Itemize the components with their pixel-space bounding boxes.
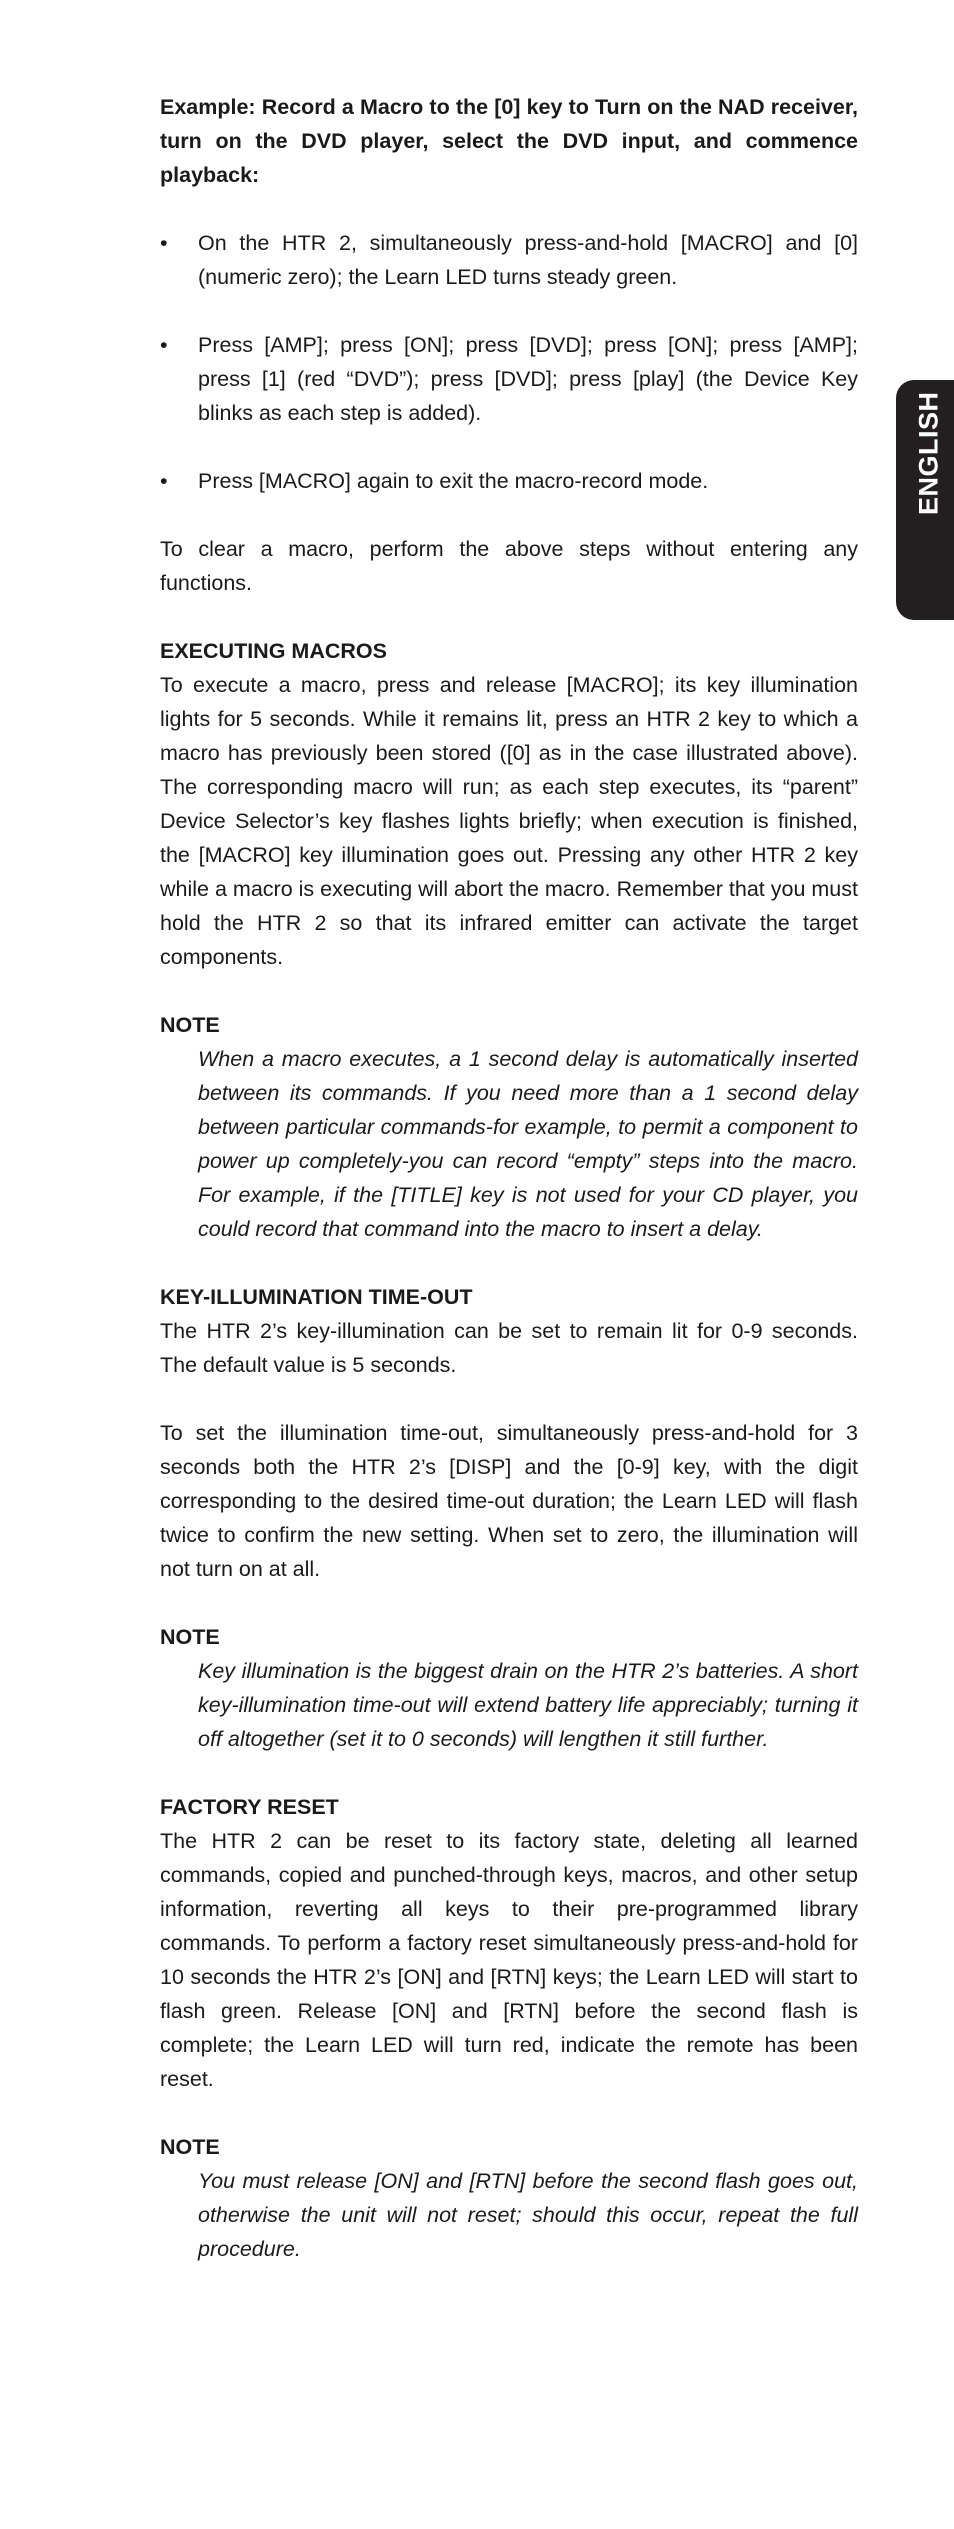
note-text: When a macro executes, a 1 second delay is automatically inserted between its commands. If you need more than a 1 second delay between particular commands-for example, to permit a component to power up completely-you can record “empty” steps into the macro. For example, if the [TITLE] key is not used for your CD player, you could record that command into the macro to insert a delay. [198, 1047, 858, 1241]
example-steps-list [160, 226, 858, 498]
note-text: Key illumination is the biggest drain on the HTR 2’s batteries. A short key-illumination time-out will extend battery life appreciably; turning it off altogether (set it to 0 seconds) will lengthen it still further. [198, 1659, 858, 1751]
manual-page [160, 90, 858, 2266]
step-text: Press [MACRO] again to exit the macro-record mode. [198, 469, 709, 493]
bullet-icon: • [160, 231, 168, 255]
key-illumination-body: The HTR 2’s key-illumination can be set to remain lit for 0-9 seconds. The default value is 5 seconds. [160, 1319, 858, 1377]
note-title: NOTE [160, 1625, 220, 1649]
list-item [160, 464, 858, 498]
factory-reset-body: The HTR 2 can be reset to its factory state, deleting all learned commands, copied and punched-through keys, macros, and other setup information, reverting all keys to their pre-programmed library commands. To perform a factory reset simultaneously press-and-hold for 10 seconds the HTR 2’s [ON] and [RTN] keys; the Learn LED will start to flash green. Release [ON] and [RTN] before the second flash is complete; the Learn LED will turn red, indicate the remote has been reset. [160, 1829, 858, 2091]
note-title: NOTE [160, 2135, 220, 2159]
example-heading: Example: Record a Macro to the [0] key to Turn on the NAD receiver, turn on the DVD player, select the DVD input, and commence playback: [160, 95, 858, 187]
key-illumination-setting: To set the illumination time-out, simultaneously press-and-hold for 3 seconds both the HTR 2’s [DISP] and the [0-9] key, with the digit corresponding to the desired time-out duration; the Learn LED will flash twice to confirm the new setting. When set to zero, the illumination will not turn on at all. [160, 1421, 858, 1581]
executing-macros-title: EXECUTING MACROS [160, 639, 387, 663]
key-illumination-title: KEY-ILLUMINATION TIME-OUT [160, 1285, 473, 1309]
language-tab [896, 380, 954, 620]
clear-macro-text: To clear a macro, perform the above steps without entering any functions. [160, 537, 858, 595]
executing-macros-body: To execute a macro, press and release [MACRO]; its key illumination lights for 5 seconds. While it remains lit, press an HTR 2 key to which a macro has previously been stored ([0] as in the case illustrated above). The corresponding macro will run; as each step executes, its “parent” Device Selector’s key flashes lights briefly; when execution is finished, the [MACRO] key illumination goes out. Pressing any other HTR 2 key while a macro is executing will abort the macro. Remember that you must hold the HTR 2 so that its infrared emitter can activate the target components. [160, 673, 858, 969]
bullet-icon: • [160, 333, 168, 357]
note-title: NOTE [160, 1013, 220, 1037]
list-item [160, 226, 858, 294]
language-tab-label: ENGLISH [913, 391, 944, 515]
factory-reset-title: FACTORY RESET [160, 1795, 339, 1819]
step-text: On the HTR 2, simultaneously press-and-hold [MACRO] and [0] (numeric zero); the Learn LED turns steady green. [198, 231, 858, 289]
bullet-icon: • [160, 469, 168, 493]
note-text: You must release [ON] and [RTN] before the second flash goes out, otherwise the unit will not reset; should this occur, repeat the full procedure. [198, 2169, 858, 2261]
step-text: Press [AMP]; press [ON]; press [DVD]; press [ON]; press [AMP]; press [1] (red “DVD”); press [DVD]; press [play] (the Device Key blinks as each step is added). [198, 333, 858, 425]
list-item [160, 328, 858, 430]
